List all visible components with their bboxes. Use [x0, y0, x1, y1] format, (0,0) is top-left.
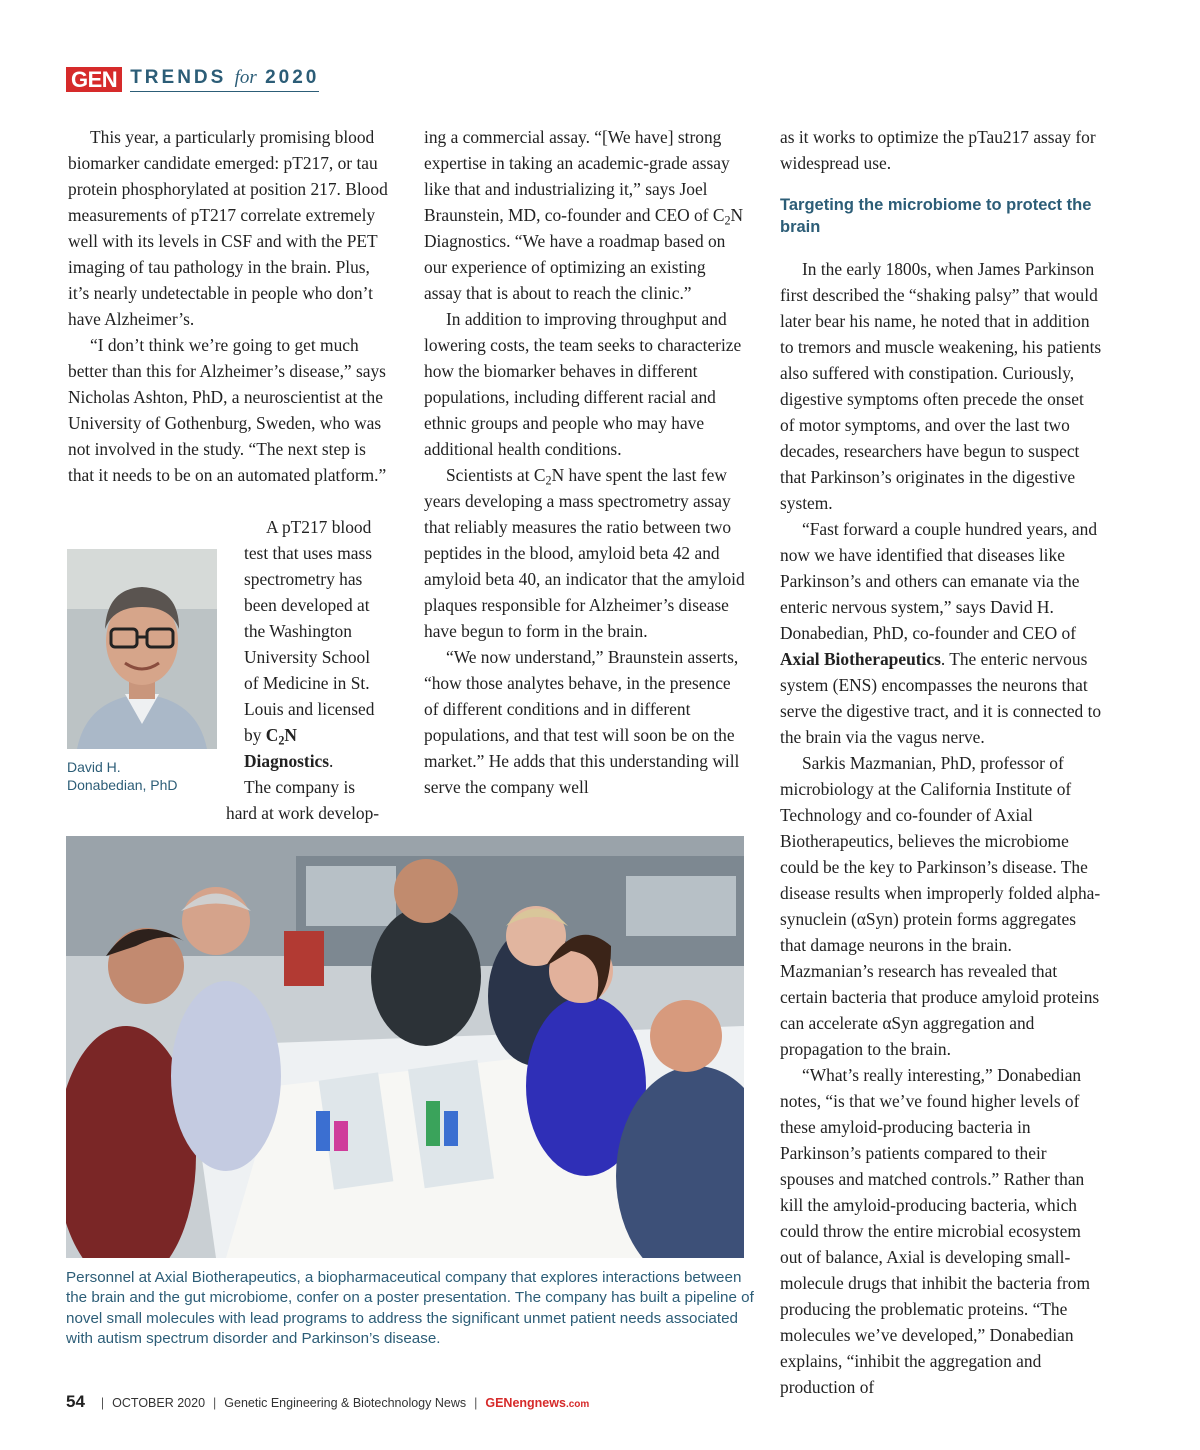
text-fragment: .: [329, 751, 334, 771]
section-year: 2020: [265, 67, 320, 88]
text-line: the Washington: [244, 621, 352, 641]
publication-name: Genetic Engineering & Biotechnology News: [224, 1396, 467, 1410]
text-line: [226, 722, 390, 774]
text-line: Louis and licensed: [244, 699, 375, 719]
paragraph: In the early 1800s, when James Parkinson first described the “shaking palsy” that would later bear his name, he noted that in addition to tremors and muscle weakening, his patients also suffered with constipation. Curiously, digestive symptoms often precede the onset of motor symptoms, and over the last two decades, researchers have begun to suspect that Parkinson’s originates in the digestive system.: [780, 259, 1102, 513]
text-fragment: N Diagnostics. “We have a roadmap based on our experience of optimizing an existing assay that is about to reach the clinic.”: [424, 205, 744, 303]
text-line: spectrometry has: [244, 569, 363, 589]
text-line: test that uses mass: [244, 543, 373, 563]
paragraph: This year, a particularly promising blood biomarker candidate emerged: pT217, or tau protein phosphorylated at position 217. Blood measurements of pT217 correlate extremely well with its levels in CSF and with the PET imaging of tau pathology in the brain. Plus, it’s nearly undetectable in people who don’t have Alzheimer’s.: [68, 127, 388, 329]
paragraph: “What’s really interesting,” Donabedian notes, “is that we’ve found higher levels of these amyloid-producing bacteria in Parkinson’s patients compared to their spouses and matched controls.” Rather than kill the amyloid-producing bacteria, which could throw the entire microbial ecosystem out of balance, Axial is developing small-molecule drugs that inhibit the bacteria from producing the problematic proteins. “The molecules we’ve developed,” Donabedian explains, “inhibit the aggregation and production of: [780, 1065, 1091, 1397]
text-line: The company is: [244, 777, 356, 797]
subscript: 2: [724, 213, 731, 228]
text-fragment: ing a commercial assay. “[We have] strong expertise in taking an academic-grade assay like that and industrializing it,” says Joel Braunstein, MD, co-founder and CEO of: [424, 127, 730, 225]
section-trends: TRENDS: [130, 67, 227, 88]
paragraph: “We now understand,” Braunstein asserts, “how those analytes behave, in the presence of different conditions and in different populations, and that test will soon be on the market.” He adds that this understanding will serve the company well: [424, 647, 740, 797]
text-line: hard at work develop-: [226, 803, 380, 823]
website-name: GENengnews: [485, 1396, 566, 1410]
column-1: [68, 124, 388, 488]
paragraph: as it works to optimize the pTau217 assay for widespread use.: [780, 127, 1096, 173]
company-name: Axial Biotherapeutics: [780, 649, 941, 669]
text-fragment: . The enteric nervous system (ENS) encompasses the neurons that serve the digestive tract, and it is connected to the brain via the vagus nerve.: [780, 649, 1102, 747]
photo-caption: Personnel at Axial Biotherapeutics, a biopharmaceutical company that explores interactions between the brain and the gut microbiome, confer on a poster presentation. The company has built a pipeline of novel small molecules with lead programs to address the significant unmet patient needs associated with autism spectrum disorder and Parkinson’s disease.: [66, 1269, 754, 1348]
footer-separator: |: [100, 1396, 105, 1410]
subscript: 2: [545, 473, 552, 488]
portrait-photo: [67, 549, 217, 749]
footer-separator: |: [474, 1396, 478, 1410]
page-number: 54: [66, 1392, 85, 1411]
paragraph: [780, 516, 1102, 750]
text-fragment: C: [712, 205, 725, 225]
paragraph: Sarkis Mazmanian, PhD, professor of microbiology at the California Institute of Technology and co-founder of Axial Biotherapeutics, believes the microbiome could be the key to Parkinson’s disease. The disease results when improperly folded alpha-synuclein (αSyn) protein forms aggregates that damage neurons in the brain. Mazmanian’s research has revealed that certain bacteria that produce amyloid proteins can accelerate αSyn aggregation and propagation to the brain.: [780, 753, 1101, 1059]
column-1-wrap-text: [226, 514, 390, 826]
text-line: of Medicine in St.: [244, 673, 370, 693]
section-for: for: [234, 67, 257, 88]
paragraph: “I don’t think we’re going to get much better than this for Alzheimer’s disease,” says Nicholas Ashton, PhD, a neuroscientist at the University of Gothenburg, Sweden, who was not involved in the study. “The next step is that it needs to be on an automated platform.”: [68, 335, 387, 485]
issue-date: OCTOBER 2020: [112, 1396, 206, 1410]
text-line: University School: [244, 647, 371, 667]
column-2: [424, 124, 746, 800]
paragraph: [424, 124, 746, 306]
text-fragment: by: [244, 725, 262, 745]
paragraph: [424, 462, 746, 644]
section-title: [130, 66, 319, 92]
text-fragment: C: [265, 725, 279, 745]
group-photo: [66, 836, 744, 1258]
website-link[interactable]: [485, 1396, 589, 1410]
text-fragment: Scientists at C: [446, 465, 546, 485]
text-fragment: N Diagnostics: [244, 725, 330, 771]
website-tld: .com: [565, 1399, 590, 1410]
page-footer: [66, 1392, 589, 1416]
column-3: [780, 124, 1102, 1400]
caption-line: David H.: [67, 759, 121, 775]
text-fragment: “Fast forward a couple hundred years, and now we have identified that diseases like Parkinson’s and others can emanate via the enteric nervous system,” says David H. Donabedian, PhD, co-founder and CEO of: [780, 519, 1098, 643]
portrait-illustration: [67, 549, 217, 749]
portrait-caption: [67, 758, 217, 794]
footer-separator: |: [213, 1396, 217, 1410]
gen-logo: GEN: [66, 67, 122, 92]
paragraph: In addition to improving throughput and lowering costs, the team seeks to characterize how the biomarker behaves in different populations, including different racial and ethnic groups and people who may have additional health conditions.: [424, 309, 742, 459]
masthead: [66, 64, 319, 92]
text-line: been developed at: [244, 595, 370, 615]
subheading: Targeting the microbiome to protect the brain: [780, 196, 1092, 236]
group-photo-illustration: [66, 836, 744, 1258]
subscript: 2: [278, 733, 285, 748]
text-line: A pT217 blood: [266, 517, 372, 537]
caption-line: Donabedian, PhD: [67, 777, 178, 793]
text-fragment: N have spent the last few years developing a mass spectrometry assay that reliably measures the ratio between two peptides in the blood, amyloid beta 42 and amyloid beta 40, an indicator that the amyloid plaques responsible for Alzheimer’s disease have begun to form in the brain.: [424, 465, 745, 641]
